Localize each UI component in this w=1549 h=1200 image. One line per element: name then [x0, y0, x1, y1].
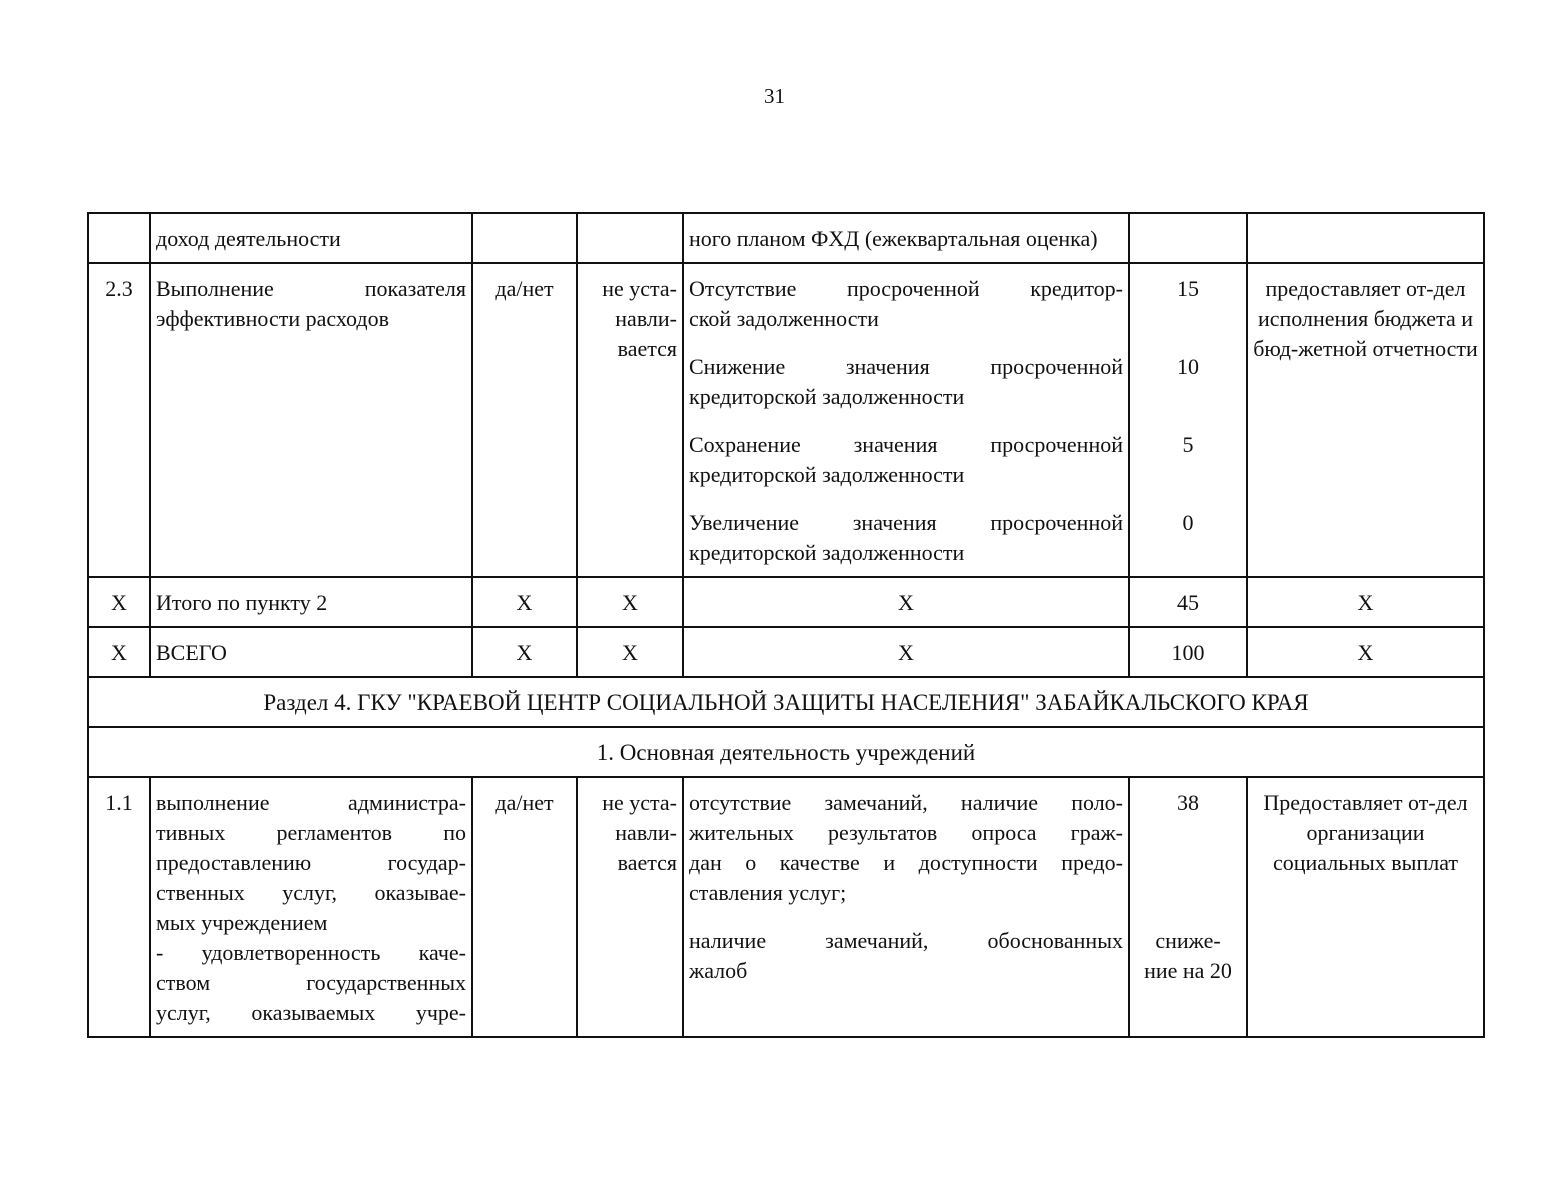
name-line: предоставлению государ-	[156, 850, 466, 875]
name-line: мых учреждением	[156, 910, 328, 935]
cell-criterion	[683, 777, 1129, 1037]
cell-num: 1.1	[88, 777, 150, 1037]
table-row-2-3	[88, 263, 1484, 577]
cell-unit: да/нет	[472, 263, 577, 577]
name-line: услуг, оказываемых учре-	[156, 1000, 466, 1025]
cell-unit: Х	[472, 577, 577, 627]
table-row-1-1	[88, 777, 1484, 1037]
criterion-line: кредиторской задолженности	[689, 462, 965, 487]
criterion-line: Сохранение значения просроченной	[689, 432, 1123, 457]
criterion-line: Отсутствие просроченной кредитор-	[689, 276, 1123, 301]
criterion-line: кредиторской задолженности	[689, 384, 965, 409]
norm-line: навли-	[615, 306, 677, 331]
criterion-line: Увеличение значения просроченной	[689, 510, 1123, 535]
criterion-line: ской задолженности	[689, 306, 879, 331]
cell-criterion: Х	[683, 627, 1129, 677]
cell-num	[88, 213, 150, 263]
cell-points: 45	[1129, 577, 1247, 627]
name-line: - удовлетворенность каче-	[156, 940, 466, 965]
subsection-heading: 1. Основная деятельность учреждений	[88, 727, 1484, 777]
cell-name: Итого по пункту 2	[150, 577, 472, 627]
name-line: ством государственных	[156, 970, 466, 995]
points-value: 5	[1182, 432, 1194, 457]
cell-unit: Х	[472, 627, 577, 677]
cell-unit: да/нет	[472, 777, 577, 1037]
norm-line: навли-	[615, 820, 677, 845]
cell-criterion	[683, 263, 1129, 577]
norm-line: вается	[617, 336, 677, 361]
cell-criterion: Х	[683, 577, 1129, 627]
cell-norm	[577, 777, 683, 1037]
cell-norm	[577, 213, 683, 263]
criterion-line: наличие замечаний, обоснованных	[689, 928, 1123, 953]
table-row-total-item-2	[88, 577, 1484, 627]
name-line: тивных регламентов по	[156, 820, 466, 845]
cell-source	[1247, 213, 1484, 263]
name-line: эффективности расходов	[156, 306, 389, 331]
cell-source: предоставляет от-дел исполнения бюджета и бюд-жетной отчетности	[1247, 263, 1484, 577]
cell-points: 100	[1129, 627, 1247, 677]
points-value: 10	[1177, 354, 1199, 379]
cell-name	[150, 263, 472, 577]
points-value: 38	[1177, 790, 1199, 815]
points-value: 0	[1182, 510, 1194, 535]
section-heading-row	[88, 677, 1484, 727]
subsection-heading-row	[88, 727, 1484, 777]
table-row-continuation	[88, 213, 1484, 263]
criterion-line: жительных результатов опроса граж-	[689, 820, 1123, 845]
norm-line: вается	[617, 850, 677, 875]
name-line: Выполнение показателя	[156, 276, 466, 301]
name-line: ственных услуг, оказывае-	[156, 880, 466, 905]
page-number: 31	[764, 84, 785, 108]
cell-points	[1129, 213, 1247, 263]
norm-line: не уста-	[602, 276, 677, 301]
cell-points	[1129, 777, 1247, 1037]
cell-num: Х	[88, 627, 150, 677]
cell-norm: Х	[577, 627, 683, 677]
criteria-table	[87, 212, 1485, 1038]
points-value: ние на 20	[1144, 958, 1232, 983]
cell-norm	[577, 263, 683, 577]
cell-points	[1129, 263, 1247, 577]
cell-name	[150, 777, 472, 1037]
cell-norm: Х	[577, 577, 683, 627]
points-value: 15	[1177, 276, 1199, 301]
table-row-grand-total	[88, 627, 1484, 677]
criterion-line: отсутствие замечаний, наличие поло-	[689, 790, 1123, 815]
criterion-line: жалоб	[689, 958, 748, 983]
cell-source: Предоставляет от-дел организации социальных выплат	[1247, 777, 1484, 1037]
cell-name: доход деятельности	[150, 213, 472, 263]
criterion-line: Снижение значения просроченной	[689, 354, 1123, 379]
cell-num: 2.3	[88, 263, 150, 577]
cell-criterion: ного планом ФХД (ежеквартальная оценка)	[683, 213, 1129, 263]
cell-source: Х	[1247, 577, 1484, 627]
cell-source: Х	[1247, 627, 1484, 677]
cell-name: ВСЕГО	[150, 627, 472, 677]
name-line: выполнение администра-	[156, 790, 466, 815]
criterion-line: ставления услуг;	[689, 880, 847, 905]
norm-line: не уста-	[602, 790, 677, 815]
criterion-line: дан о качестве и доступности предо-	[689, 850, 1123, 875]
criterion-line: кредиторской задолженности	[689, 540, 965, 565]
points-value: сниже-	[1155, 928, 1221, 953]
cell-num: Х	[88, 577, 150, 627]
section-heading: Раздел 4. ГКУ "КРАЕВОЙ ЦЕНТР СОЦИАЛЬНОЙ ЗАЩИТЫ НАСЕЛЕНИЯ" ЗАБАЙКАЛЬСКОГО КРАЯ	[88, 677, 1484, 727]
cell-unit	[472, 213, 577, 263]
